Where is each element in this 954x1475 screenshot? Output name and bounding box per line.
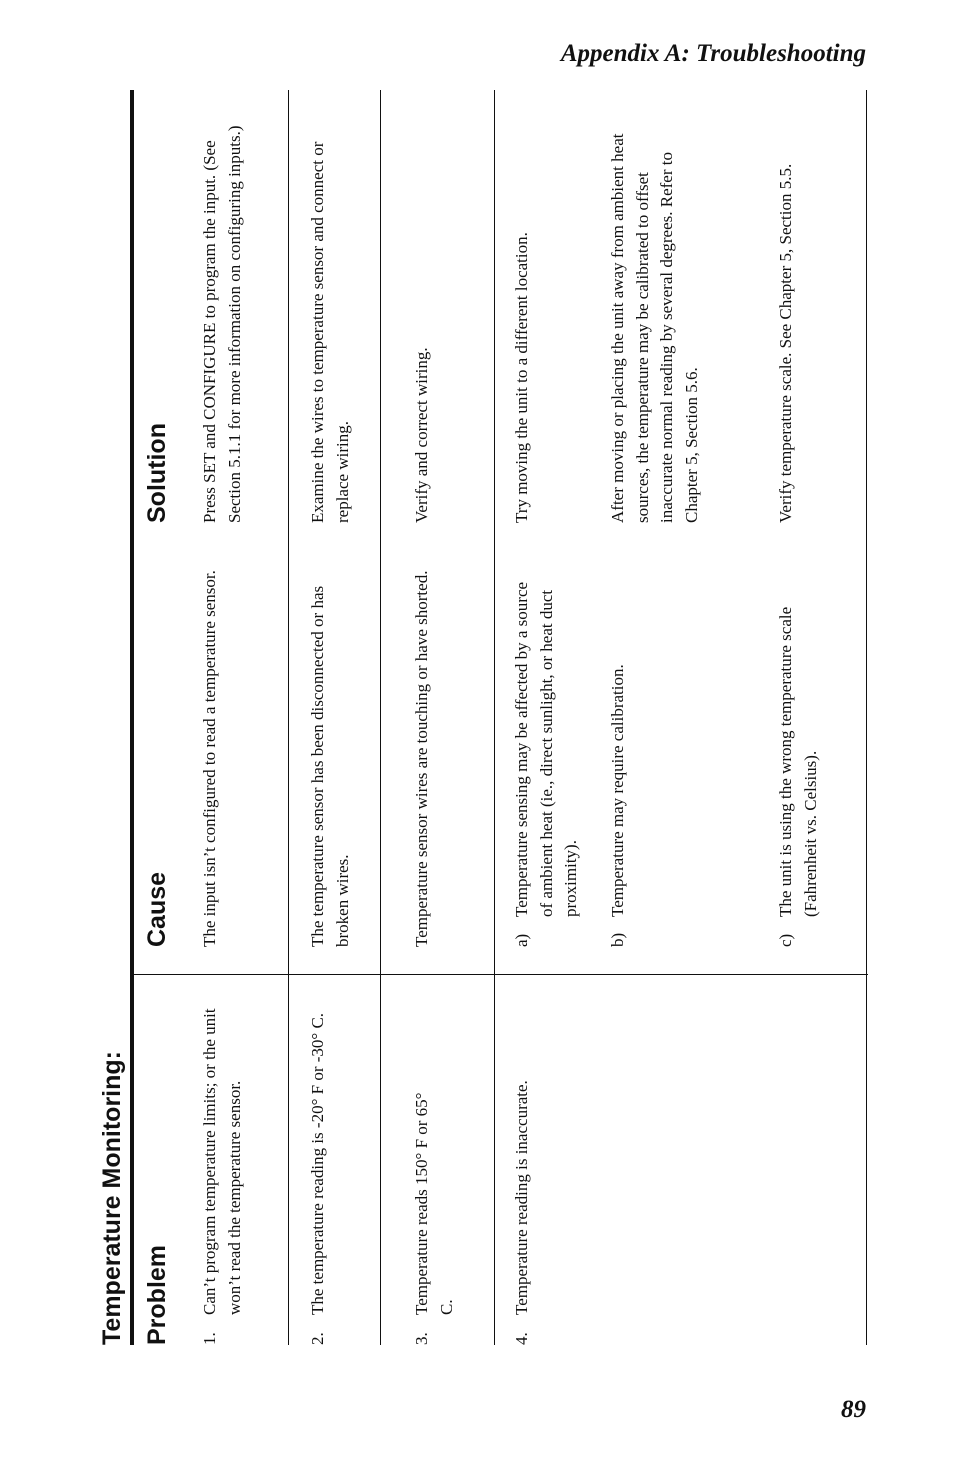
troubleshooting-table <box>98 90 868 1345</box>
cause-item-b <box>606 567 631 947</box>
problem-text: The temperature reading is -20° F or -30° C. <box>308 1012 327 1315</box>
problem-text: Temperature reads 150° F or 65° C. <box>412 1092 456 1315</box>
table-row <box>306 985 331 1345</box>
column-header-cause: Cause <box>143 871 171 947</box>
column-divider <box>134 974 868 975</box>
table-row <box>198 985 247 1345</box>
cause-text: The temperature sensor has been disconnected or has broken wires. <box>308 585 352 947</box>
row-number: 3. <box>412 1332 431 1345</box>
title-rule <box>130 90 134 1345</box>
row-number: 2. <box>308 1332 327 1345</box>
solution-text: Try moving the unit to a different location. <box>512 232 531 523</box>
column-header-solution: Solution <box>143 423 171 523</box>
cause-label: c) <box>776 933 795 947</box>
row-number: 1. <box>200 1332 219 1345</box>
row-separator <box>288 90 289 1345</box>
solution-text: After moving or placing the unit away from ambient heat sources, the temperature may be calibrated to offset inaccurate normal reading by several degrees. Refer to Chapter 5, Section 5.6. <box>608 133 701 523</box>
table-row <box>510 985 535 1345</box>
solution-text: Verify temperature scale. See Chapter 5, Section 5.5. <box>776 163 795 523</box>
table-row <box>410 985 459 1345</box>
problem-text: Temperature reading is inaccurate. <box>512 1080 531 1315</box>
table-bottom-rule <box>866 90 867 1345</box>
page-number: 89 <box>841 1396 866 1423</box>
page-header: Appendix A: Troubleshooting <box>560 40 866 67</box>
row-separator <box>380 90 381 1345</box>
cause-text: Temperature sensor wires are touching or have shorted. <box>412 570 431 947</box>
cause-item-c <box>774 567 823 947</box>
cause-label: b) <box>608 932 627 947</box>
row-separator <box>494 90 495 1345</box>
cause-text: The unit is using the wrong temperature scale (Fahrenheit vs. Celsius). <box>776 606 820 917</box>
solution-text: Examine the wires to temperature sensor and connect or replace wiring. <box>308 141 352 523</box>
solution-text: Press SET and CONFIGURE to program the input. (See Section 5.1.1 for more information on configuring inputs.) <box>200 125 244 523</box>
column-header-problem: Problem <box>143 1244 171 1345</box>
cause-text: Temperature sensing may be affected by a source of ambient heat (ie., direct sunlight, or heat duct proximity). <box>512 581 580 917</box>
problem-text: Can’t program temperature limits; or the unit won’t read the temperature sensor. <box>200 1008 244 1315</box>
cause-text: The input isn’t configured to read a temperature sensor. <box>200 570 219 947</box>
row-number: 4. <box>512 1332 531 1345</box>
cause-text: Temperature may require calibration. <box>608 664 627 917</box>
cause-item-a <box>510 567 584 947</box>
cause-label: a) <box>512 933 531 947</box>
section-title: Temperature Monitoring: <box>98 1051 126 1345</box>
solution-text: Verify and correct wiring. <box>412 347 431 523</box>
